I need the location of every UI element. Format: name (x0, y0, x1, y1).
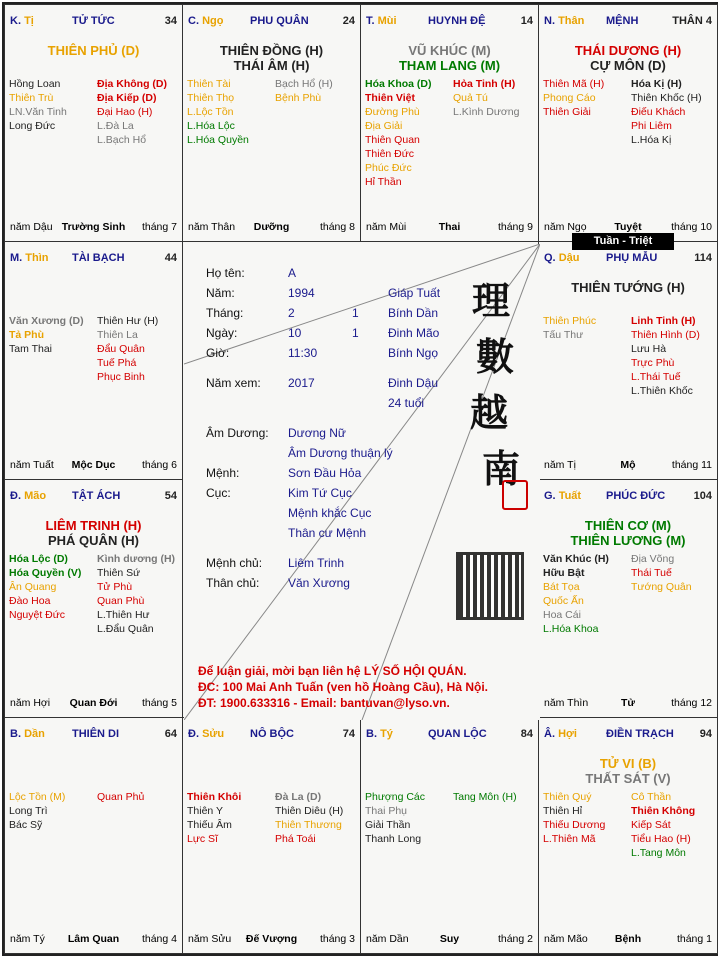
main-star: THIÊN LƯƠNG (M) (570, 533, 686, 548)
minor-star: Kình dương (H) (97, 553, 176, 565)
minor-star: Tiểu Hao (H) (631, 833, 691, 845)
main-stars (361, 43, 538, 73)
palace-age: 104 (693, 490, 712, 502)
minor-star: Thiên Hỉ (543, 805, 583, 817)
minor-star: Địa Võng (631, 553, 675, 565)
palace-cell (538, 241, 718, 480)
minor-star: Hóa Khoa (D) (365, 78, 432, 90)
palace-year: năm Tuất (10, 459, 54, 471)
minor-star: Đẩu Quân (97, 343, 145, 355)
palace-month: tháng 12 (671, 697, 712, 709)
palace-footer (10, 697, 177, 711)
minor-star: Đào Hoa (9, 595, 51, 607)
view-year-value: 2017 (288, 376, 315, 390)
minor-star: Trực Phù (631, 357, 675, 369)
minor-star: Phúc Đức (365, 162, 412, 174)
palace-cell (4, 479, 183, 718)
palace-header (188, 728, 355, 742)
minor-star: Phục Binh (97, 371, 145, 383)
palace-stage: Tử (620, 697, 636, 709)
palace-header (366, 728, 533, 742)
minor-star: Thiên Sứ (97, 567, 141, 579)
minor-star: Hoa Cái (543, 609, 581, 621)
minor-star: Thiên Tài (187, 78, 231, 90)
logo-char: 越 (470, 390, 509, 435)
amduong-note: Âm Dương thuận lý (288, 446, 393, 460)
minor-star: L.Thiên Mã (543, 833, 596, 845)
palace-stage: Dưỡng (253, 221, 290, 233)
contact-note: Để luận giải, mời bạn liên hệ LÝ SỐ HỘI QUÁN. (198, 664, 467, 678)
minor-star: Tam Thai (9, 343, 52, 355)
minor-star: L.Hóa Quyền (187, 134, 249, 146)
palace-name: QUAN LỘC (428, 728, 487, 740)
palace-name: PHỤ MẪU (606, 252, 658, 264)
palace-year: năm Dậu (10, 221, 53, 233)
palace-stage: Đế Vượng (245, 933, 298, 945)
minor-star: Bệnh Phù (275, 92, 322, 104)
minor-star: Đà La (D) (275, 791, 322, 803)
minor-star: Phá Toái (275, 833, 316, 845)
palace-cell (538, 479, 718, 718)
logo-char: 數 (476, 334, 515, 379)
hour-label: Giờ: (206, 346, 230, 360)
month-can: Bính Dần (388, 306, 439, 320)
minor-star: Phượng Các (365, 791, 426, 803)
month-leap: 1 (352, 306, 359, 320)
palace-month: tháng 8 (319, 221, 355, 233)
palace-cell (182, 4, 361, 242)
palace-year: năm Tị (544, 459, 576, 471)
day-value: 10 (288, 326, 302, 340)
minor-star: L.Lộc Tồn (187, 106, 234, 118)
minor-star: Thiên Việt (365, 92, 415, 104)
minor-star: Thiên Diêu (H) (275, 805, 344, 817)
palace-year: năm Tý (10, 933, 45, 945)
palace-branch: B. Dần (10, 728, 45, 740)
minor-star: Quan Phù (97, 595, 145, 607)
palace-month: tháng 3 (319, 933, 355, 945)
menh-value: Sơn Đầu Hỏa (288, 466, 362, 480)
palace-month: tháng 11 (671, 459, 712, 471)
day-leap: 1 (352, 326, 359, 340)
minor-star: Nguyệt Đức (9, 609, 66, 621)
minor-star: L.Đà La (97, 120, 134, 132)
palace-branch: M. Thìn (10, 252, 49, 264)
minor-star: Hỏa Tinh (H) (453, 78, 516, 90)
palace-header (544, 490, 712, 504)
palace-age: 84 (520, 728, 533, 740)
minor-star: L.Đẩu Quân (97, 623, 154, 635)
palace-month: tháng 10 (671, 221, 712, 233)
minor-star: Thiếu Âm (187, 819, 232, 831)
palace-stage: Lâm Quan (67, 933, 120, 945)
minor-star: Thiên Y (187, 805, 223, 817)
minor-star: Tuế Phá (97, 357, 137, 369)
minor-star: Thiên Hư (H) (97, 315, 159, 327)
minor-star: Đường Phù (365, 106, 420, 118)
minor-star: L.Tang Môn (631, 847, 686, 859)
palace-header (544, 728, 712, 742)
palace-year: năm Dần (366, 933, 409, 945)
palace-footer (10, 459, 177, 473)
minor-star: L.Hóa Lộc (187, 120, 235, 132)
hour-can: Bính Ngọ (388, 346, 439, 360)
main-stars (539, 756, 717, 786)
minor-star: Địa Kiếp (D) (97, 92, 157, 104)
main-stars (5, 43, 182, 58)
minor-star: Thiên Đức (365, 148, 415, 160)
palace-stage: Tuyệt (614, 221, 642, 233)
palace-year: năm Mùi (366, 221, 407, 233)
minor-star: Tấu Thư (543, 329, 584, 341)
palace-cell (360, 717, 539, 954)
tuan-triet-badge: Tuần - Triệt (572, 233, 674, 250)
palace-age: 54 (164, 490, 177, 502)
main-star: THIÊN CƠ (M) (584, 518, 672, 533)
main-stars (539, 43, 717, 73)
palace-footer (188, 221, 355, 235)
palace-header (10, 252, 177, 266)
palace-month: tháng 4 (141, 933, 177, 945)
palace-branch: T. Mùi (366, 15, 397, 27)
minor-star: Linh Tinh (H) (631, 315, 696, 327)
minor-star: Cô Thần (631, 791, 672, 803)
palace-cell (4, 717, 183, 954)
palace-age: THÂN 4 (672, 15, 712, 27)
minor-star: Thiên Quý (543, 791, 592, 803)
palace-cell (538, 717, 718, 954)
minor-star: Quan Phủ (97, 791, 145, 803)
palace-name: TỬ TỨC (72, 15, 115, 27)
palace-year: năm Thìn (544, 697, 589, 709)
minor-star: Tang Môn (H) (453, 791, 517, 803)
minor-star: Hồng Loan (9, 78, 61, 90)
main-stars (5, 518, 182, 548)
minor-star: Thiên Khốc (H) (631, 92, 702, 104)
minor-star: Bạch Hổ (H) (275, 78, 333, 90)
palace-age: 34 (164, 15, 177, 27)
palace-month: tháng 9 (497, 221, 533, 233)
menh-label: Mệnh: (206, 466, 240, 480)
palace-cell (182, 717, 361, 954)
palace-footer (544, 933, 712, 947)
palace-stage: Thai (438, 221, 461, 233)
day-can: Đinh Mão (388, 326, 440, 340)
palace-footer (366, 221, 533, 235)
palace-name: ĐIỀN TRẠCH (606, 728, 674, 740)
minor-star: L.Thiên Khốc (631, 385, 693, 397)
palace-header (10, 728, 177, 742)
minor-star: Địa Không (D) (97, 78, 167, 90)
palace-stage: Mộ (620, 459, 636, 471)
palace-header (366, 15, 533, 29)
main-star: THAM LANG (M) (398, 58, 501, 73)
palace-name: TẬT ÁCH (72, 490, 121, 502)
minor-star: Long Đức (9, 120, 56, 132)
palace-name: PHÚC ĐỨC (606, 490, 666, 502)
palace-stage: Bệnh (614, 933, 642, 945)
minor-star: Thiên Hình (D) (631, 329, 700, 341)
minor-star: Hữu Bật (543, 567, 585, 579)
palace-age: 114 (694, 252, 712, 264)
palace-footer (366, 933, 533, 947)
minor-star: Lộc Tồn (M) (9, 791, 66, 803)
palace-branch: Đ. Mão (10, 490, 47, 502)
palace-header (544, 15, 712, 29)
palace-year: năm Thân (188, 221, 236, 233)
minor-star: Thái Tuế (631, 567, 672, 579)
palace-footer (544, 697, 712, 711)
minor-star: L.Bạch Hổ (97, 134, 147, 146)
palace-footer (10, 933, 177, 947)
minor-star: Thiên La (97, 329, 138, 341)
minor-star: Văn Khúc (H) (543, 553, 609, 565)
hour-value: 11:30 (288, 346, 318, 360)
palace-cell (360, 4, 539, 242)
main-star: THẤT SÁT (V) (585, 771, 671, 786)
palace-branch: K. Tị (10, 15, 34, 27)
minor-star: Đại Hao (H) (97, 106, 153, 118)
minor-star: Thiên Phúc (543, 315, 597, 327)
minor-star: Hóa Quyền (V) (9, 567, 82, 579)
palace-stage: Mộc Dục (71, 459, 116, 471)
cuc-value: Kim Tứ Cục (288, 486, 352, 500)
palace-name: PHU QUÂN (250, 15, 309, 27)
menhchu-label: Mệnh chủ: (206, 556, 263, 570)
month-value: 2 (288, 306, 295, 320)
amduong-label: Âm Dương: (206, 426, 269, 440)
main-stars (539, 280, 717, 295)
minor-star: Văn Xương (D) (9, 315, 84, 327)
palace-name: THIÊN DI (72, 728, 120, 740)
minor-star: Thiên Giải (543, 106, 591, 118)
name-label: Họ tên: (206, 266, 245, 280)
palace-stage: Trường Sinh (61, 221, 126, 233)
palace-branch: Q. Dậu (544, 252, 580, 264)
palace-footer (188, 933, 355, 947)
palace-month: tháng 6 (141, 459, 177, 471)
main-star: PHÁ QUÂN (H) (48, 533, 139, 548)
minor-star: Thiên Khôi (187, 791, 242, 803)
year-value: 1994 (288, 286, 315, 300)
palace-stage: Suy (439, 933, 460, 945)
main-star: THÁI DƯƠNG (H) (574, 43, 682, 58)
day-label: Ngày: (206, 326, 238, 340)
main-star: VŨ KHÚC (M) (408, 43, 491, 58)
palace-branch: Â. Hợi (544, 728, 577, 740)
main-star: CỰ MÔN (D) (590, 58, 666, 73)
palace-stage: Quan Đới (69, 697, 118, 709)
minor-star: Quả Tú (453, 92, 488, 104)
contact-phone-email: ĐT: 1900.633316 - Email: bantuvan@lyso.vn. (198, 696, 450, 710)
minor-star: Ân Quang (9, 581, 57, 593)
thanchu-value: Văn Xương (288, 576, 350, 590)
palace-age: 24 (342, 15, 355, 27)
qr-code-icon (456, 552, 524, 620)
palace-month: tháng 5 (141, 697, 177, 709)
main-star: THIÊN PHỦ (D) (47, 43, 140, 58)
minor-star: Điếu Khách (631, 106, 686, 118)
minor-star: Quốc Ấn (543, 595, 584, 607)
minor-star: Phong Cáo (543, 92, 596, 104)
palace-month: tháng 7 (141, 221, 177, 233)
thanchu-label: Thân chủ: (206, 576, 260, 590)
minor-star: Thanh Long (365, 833, 422, 845)
minor-star: L.Hóa Khoa (543, 623, 599, 635)
main-star: TỬ VI (B) (599, 756, 657, 771)
seal-stamp (502, 480, 528, 510)
amduong-value: Dương Nữ (288, 426, 346, 440)
minor-star: Kiếp Sát (631, 819, 671, 831)
minor-star: Phi Liêm (631, 120, 672, 132)
palace-year: năm Mão (544, 933, 588, 945)
year-can: Giáp Tuất (388, 286, 441, 300)
menhchu-value: Liêm Trinh (288, 556, 345, 570)
palace-age: 64 (164, 728, 177, 740)
main-star: THIÊN ĐỒNG (H) (219, 43, 324, 58)
palace-header (10, 15, 177, 29)
palace-month: tháng 1 (676, 933, 712, 945)
minor-star: Bát Tọa (543, 581, 580, 593)
palace-cell (538, 4, 718, 242)
minor-star: Địa Giải (365, 120, 403, 132)
palace-branch: B. Tý (366, 728, 393, 740)
minor-star: Tả Phù (9, 329, 45, 341)
palace-header (10, 490, 177, 504)
minor-star: L.Kình Dương (453, 106, 520, 118)
main-stars (183, 43, 360, 73)
minor-star: Thiên Quan (365, 134, 420, 146)
palace-footer (544, 459, 712, 473)
minor-star: Lưu Hà (631, 343, 667, 355)
palace-header (188, 15, 355, 29)
palace-age: 94 (699, 728, 712, 740)
palace-cell (4, 241, 183, 480)
minor-star: Giải Thần (365, 819, 411, 831)
view-year-can: Đinh Dậu (388, 376, 439, 390)
palace-age: 44 (164, 252, 177, 264)
view-year-label: Năm xem: (206, 376, 261, 390)
main-stars (539, 518, 717, 548)
minor-star: Thiên Trù (9, 92, 54, 104)
palace-name: MỆNH (606, 15, 639, 27)
palace-cell (4, 4, 183, 242)
minor-star: Lực Sĩ (187, 833, 218, 845)
tuvi-board (2, 2, 718, 956)
palace-age: 14 (520, 15, 533, 27)
age-value: 24 tuổi (388, 396, 425, 410)
year-label: Năm: (206, 286, 235, 300)
palace-month: tháng 2 (497, 933, 533, 945)
minor-star: Bác Sỹ (9, 819, 43, 831)
palace-year: năm Hợi (10, 697, 51, 709)
palace-header (544, 252, 712, 266)
center-info-panel (184, 244, 540, 720)
main-star: LIÊM TRINH (H) (45, 518, 142, 533)
palace-name: HUYNH ĐỆ (428, 15, 486, 27)
palace-year: năm Ngọ (544, 221, 587, 233)
name-value: A (288, 266, 297, 280)
minor-star: Thiên Thọ (187, 92, 235, 104)
minor-star: Thai Phụ (365, 805, 408, 817)
minor-star: Hỉ Thần (365, 176, 402, 188)
palace-age: 74 (342, 728, 355, 740)
minor-star: LN.Văn Tinh (9, 106, 67, 118)
month-label: Tháng: (206, 306, 244, 320)
minor-star: Hóa Kị (H) (631, 78, 682, 90)
palace-name: NÔ BỘC (250, 728, 294, 740)
minor-star: Tử Phù (97, 581, 133, 593)
minor-star: L.Thiên Hư (97, 609, 150, 621)
minor-star: Long Trì (9, 805, 48, 817)
palace-branch: G. Tuất (544, 490, 582, 502)
palace-name: TÀI BẠCH (72, 252, 125, 264)
minor-star: Thiếu Dương (543, 819, 606, 831)
minor-star: Hóa Lộc (D) (9, 553, 68, 565)
cuc-relation: Mệnh khắc Cục (288, 506, 372, 520)
palace-branch: Đ. Sửu (188, 728, 225, 740)
minor-star: Thiên Mã (H) (543, 78, 605, 90)
cuc-label: Cục: (206, 486, 231, 500)
minor-star: Thiên Không (631, 805, 696, 817)
main-star: THÁI ÂM (H) (233, 58, 310, 73)
logo-char: 南 (482, 446, 521, 491)
contact-address: ĐC: 100 Mai Anh Tuấn (ven hồ Hoàng Cầu), Hà Nội. (198, 680, 489, 694)
minor-star: Thiên Thương (275, 819, 342, 831)
main-star: THIÊN TƯỚNG (H) (571, 280, 685, 295)
minor-star: Tướng Quân (631, 581, 692, 593)
minor-star: L.Hóa Kị (631, 134, 672, 146)
than-cu: Thân cư Mệnh (288, 526, 367, 540)
logo-char: 理 (472, 278, 511, 323)
palace-footer (10, 221, 177, 235)
palace-branch: N. Thân (544, 15, 585, 27)
palace-year: năm Sửu (188, 933, 232, 945)
minor-star: L.Thái Tuế (631, 371, 681, 383)
palace-branch: C. Ngọ (188, 15, 224, 27)
